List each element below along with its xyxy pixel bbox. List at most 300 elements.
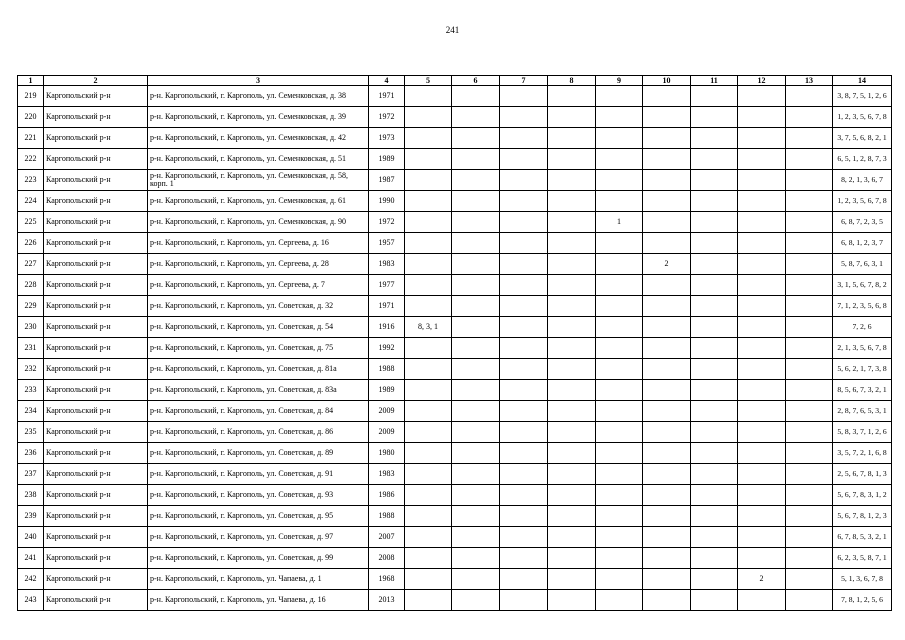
table-row — [18, 464, 892, 485]
col10-cell: 2 — [643, 254, 691, 275]
col11-cell — [691, 149, 738, 170]
col12-cell — [738, 128, 786, 149]
col10-cell — [643, 527, 691, 548]
address-cell: р-н. Каргопольский, г. Каргополь, ул. Семенковская, д. 61 — [148, 191, 369, 212]
col8-cell — [548, 170, 596, 191]
col12-cell: 2 — [738, 569, 786, 590]
col8-cell — [548, 296, 596, 317]
col10-cell — [643, 275, 691, 296]
year-cell: 1973 — [369, 128, 405, 149]
year-cell: 1988 — [369, 506, 405, 527]
col12-cell — [738, 86, 786, 107]
address-cell: р-н. Каргопольский, г. Каргополь, ул. Советская, д. 99 — [148, 548, 369, 569]
col11-cell — [691, 590, 738, 611]
row-number: 239 — [18, 506, 44, 527]
col10-cell — [643, 212, 691, 233]
col13-cell — [786, 212, 833, 233]
col13-cell — [786, 548, 833, 569]
year-cell: 1977 — [369, 275, 405, 296]
table-row — [18, 422, 892, 443]
col10-cell — [643, 191, 691, 212]
district-cell: Каргопольский р-н — [44, 107, 148, 128]
district-cell: Каргопольский р-н — [44, 233, 148, 254]
column-header: 11 — [691, 76, 738, 86]
col6-cell — [452, 254, 500, 275]
col9-cell — [596, 128, 643, 149]
col5-cell — [405, 443, 452, 464]
column-header: 2 — [44, 76, 148, 86]
col7-cell — [500, 527, 548, 548]
table-row — [18, 254, 892, 275]
district-cell: Каргопольский р-н — [44, 464, 148, 485]
table-row — [18, 401, 892, 422]
district-cell: Каргопольский р-н — [44, 86, 148, 107]
col12-cell — [738, 107, 786, 128]
col14-cell: 5, 8, 3, 7, 1, 2, 6 — [833, 422, 892, 443]
col9-cell — [596, 569, 643, 590]
col9-cell — [596, 254, 643, 275]
col9-cell — [596, 296, 643, 317]
address-cell: р-н. Каргопольский, г. Каргополь, ул. Сергеева, д. 28 — [148, 254, 369, 275]
col9-cell — [596, 401, 643, 422]
col12-cell — [738, 338, 786, 359]
col5-cell — [405, 359, 452, 380]
col13-cell — [786, 191, 833, 212]
col7-cell — [500, 464, 548, 485]
col10-cell — [643, 149, 691, 170]
table-row — [18, 485, 892, 506]
table-row — [18, 506, 892, 527]
address-cell: р-н. Каргопольский, г. Каргополь, ул. Семенковская, д. 51 — [148, 149, 369, 170]
year-cell: 1968 — [369, 569, 405, 590]
col11-cell — [691, 86, 738, 107]
col5-cell — [405, 191, 452, 212]
col13-cell — [786, 317, 833, 338]
col5-cell — [405, 296, 452, 317]
col5-cell — [405, 233, 452, 254]
col14-cell: 8, 5, 6, 7, 3, 2, 1 — [833, 380, 892, 401]
district-cell: Каргопольский р-н — [44, 317, 148, 338]
col8-cell — [548, 569, 596, 590]
district-cell: Каргопольский р-н — [44, 296, 148, 317]
row-number: 241 — [18, 548, 44, 569]
district-cell: Каргопольский р-н — [44, 254, 148, 275]
col9-cell — [596, 107, 643, 128]
col14-cell: 2, 5, 6, 7, 8, 1, 3 — [833, 464, 892, 485]
col8-cell — [548, 359, 596, 380]
col11-cell — [691, 107, 738, 128]
row-number: 233 — [18, 380, 44, 401]
col13-cell — [786, 254, 833, 275]
year-cell: 1972 — [369, 212, 405, 233]
col9-cell — [596, 338, 643, 359]
address-cell: р-н. Каргопольский, г. Каргополь, ул. Советская, д. 84 — [148, 401, 369, 422]
year-cell: 1971 — [369, 86, 405, 107]
col12-cell — [738, 548, 786, 569]
address-cell: р-н. Каргопольский, г. Каргополь, ул. Семенковская, д. 38 — [148, 86, 369, 107]
row-number: 238 — [18, 485, 44, 506]
col7-cell — [500, 401, 548, 422]
col10-cell — [643, 107, 691, 128]
col11-cell — [691, 485, 738, 506]
col13-cell — [786, 443, 833, 464]
col6-cell — [452, 422, 500, 443]
col11-cell — [691, 128, 738, 149]
col10-cell — [643, 506, 691, 527]
col11-cell — [691, 464, 738, 485]
col7-cell — [500, 422, 548, 443]
col11-cell — [691, 338, 738, 359]
col11-cell — [691, 170, 738, 191]
year-cell: 2008 — [369, 548, 405, 569]
col14-cell: 7, 8, 1, 2, 5, 6 — [833, 590, 892, 611]
col11-cell — [691, 359, 738, 380]
col14-cell: 6, 7, 8, 5, 3, 2, 1 — [833, 527, 892, 548]
district-cell: Каргопольский р-н — [44, 128, 148, 149]
table-row — [18, 275, 892, 296]
district-cell: Каргопольский р-н — [44, 359, 148, 380]
year-cell: 1989 — [369, 149, 405, 170]
col7-cell — [500, 233, 548, 254]
column-header: 13 — [786, 76, 833, 86]
col14-cell: 5, 6, 2, 1, 7, 3, 8 — [833, 359, 892, 380]
col8-cell — [548, 548, 596, 569]
district-cell: Каргопольский р-н — [44, 569, 148, 590]
col11-cell — [691, 422, 738, 443]
row-number: 231 — [18, 338, 44, 359]
row-number: 219 — [18, 86, 44, 107]
year-cell: 2009 — [369, 422, 405, 443]
col10-cell — [643, 464, 691, 485]
col5-cell — [405, 338, 452, 359]
col13-cell — [786, 464, 833, 485]
col9-cell — [596, 485, 643, 506]
col12-cell — [738, 254, 786, 275]
row-number: 224 — [18, 191, 44, 212]
col12-cell — [738, 317, 786, 338]
col12-cell — [738, 296, 786, 317]
col10-cell — [643, 401, 691, 422]
year-cell: 2009 — [369, 401, 405, 422]
col13-cell — [786, 107, 833, 128]
col7-cell — [500, 443, 548, 464]
col11-cell — [691, 212, 738, 233]
address-cell: р-н. Каргопольский, г. Каргополь, ул. Советская, д. 75 — [148, 338, 369, 359]
year-cell: 1986 — [369, 485, 405, 506]
col6-cell — [452, 170, 500, 191]
col11-cell — [691, 527, 738, 548]
col14-cell: 5, 6, 7, 8, 1, 2, 3 — [833, 506, 892, 527]
col12-cell — [738, 149, 786, 170]
col13-cell — [786, 506, 833, 527]
col6-cell — [452, 527, 500, 548]
col10-cell — [643, 233, 691, 254]
col13-cell — [786, 422, 833, 443]
col8-cell — [548, 254, 596, 275]
column-header: 5 — [405, 76, 452, 86]
col6-cell — [452, 506, 500, 527]
col13-cell — [786, 149, 833, 170]
row-number: 235 — [18, 422, 44, 443]
col12-cell — [738, 590, 786, 611]
col7-cell — [500, 212, 548, 233]
table-row — [18, 233, 892, 254]
table-row — [18, 128, 892, 149]
column-header: 7 — [500, 76, 548, 86]
col14-cell: 3, 7, 5, 6, 8, 2, 1 — [833, 128, 892, 149]
district-cell: Каргопольский р-н — [44, 170, 148, 191]
district-cell: Каргопольский р-н — [44, 380, 148, 401]
row-number: 243 — [18, 590, 44, 611]
column-header: 4 — [369, 76, 405, 86]
col5-cell — [405, 380, 452, 401]
col8-cell — [548, 380, 596, 401]
col13-cell — [786, 170, 833, 191]
col11-cell — [691, 506, 738, 527]
col14-cell: 2, 1, 3, 5, 6, 7, 8 — [833, 338, 892, 359]
col12-cell — [738, 485, 786, 506]
table-row — [18, 212, 892, 233]
col11-cell — [691, 443, 738, 464]
col7-cell — [500, 149, 548, 170]
col10-cell — [643, 590, 691, 611]
address-cell: р-н. Каргопольский, г. Каргополь, ул. Семенковская, д. 39 — [148, 107, 369, 128]
col6-cell — [452, 443, 500, 464]
col6-cell — [452, 548, 500, 569]
col6-cell — [452, 401, 500, 422]
year-cell: 2007 — [369, 527, 405, 548]
col14-cell: 3, 1, 5, 6, 7, 8, 2 — [833, 275, 892, 296]
col8-cell — [548, 317, 596, 338]
col5-cell — [405, 401, 452, 422]
address-cell: р-н. Каргопольский, г. Каргополь, ул. Советская, д. 54 — [148, 317, 369, 338]
col8-cell — [548, 401, 596, 422]
row-number: 226 — [18, 233, 44, 254]
col14-cell: 5, 8, 7, 6, 3, 1 — [833, 254, 892, 275]
year-cell: 1989 — [369, 380, 405, 401]
district-cell: Каргопольский р-н — [44, 191, 148, 212]
row-number: 240 — [18, 527, 44, 548]
col8-cell — [548, 149, 596, 170]
row-number: 228 — [18, 275, 44, 296]
col9-cell — [596, 548, 643, 569]
col14-cell: 5, 1, 3, 6, 7, 8 — [833, 569, 892, 590]
col10-cell — [643, 317, 691, 338]
col7-cell — [500, 506, 548, 527]
row-number: 225 — [18, 212, 44, 233]
col7-cell — [500, 191, 548, 212]
col7-cell — [500, 569, 548, 590]
col11-cell — [691, 380, 738, 401]
year-cell: 1972 — [369, 107, 405, 128]
district-cell: Каргопольский р-н — [44, 443, 148, 464]
col14-cell: 6, 2, 3, 5, 8, 7, 1 — [833, 548, 892, 569]
col5-cell — [405, 527, 452, 548]
year-cell: 1992 — [369, 338, 405, 359]
col7-cell — [500, 359, 548, 380]
col14-cell: 2, 8, 7, 6, 5, 3, 1 — [833, 401, 892, 422]
district-cell: Каргопольский р-н — [44, 548, 148, 569]
address-cell: р-н. Каргопольский, г. Каргополь, ул. Сергеева, д. 7 — [148, 275, 369, 296]
table-row — [18, 359, 892, 380]
col9-cell — [596, 149, 643, 170]
col8-cell — [548, 506, 596, 527]
col5-cell — [405, 254, 452, 275]
col5-cell — [405, 485, 452, 506]
district-cell: Каргопольский р-н — [44, 485, 148, 506]
address-cell: р-н. Каргопольский, г. Каргополь, ул. Советская, д. 97 — [148, 527, 369, 548]
col5-cell — [405, 569, 452, 590]
col11-cell — [691, 296, 738, 317]
col14-cell: 6, 8, 7, 2, 3, 5 — [833, 212, 892, 233]
col9-cell — [596, 86, 643, 107]
col9-cell — [596, 422, 643, 443]
year-cell: 1987 — [369, 170, 405, 191]
col10-cell — [643, 485, 691, 506]
col14-cell: 7, 2, 6 — [833, 317, 892, 338]
table-row — [18, 191, 892, 212]
col5-cell: 8, 3, 1 — [405, 317, 452, 338]
col13-cell — [786, 569, 833, 590]
table-row — [18, 86, 892, 107]
col12-cell — [738, 422, 786, 443]
col8-cell — [548, 128, 596, 149]
col5-cell — [405, 86, 452, 107]
col10-cell — [643, 338, 691, 359]
col7-cell — [500, 275, 548, 296]
col9-cell — [596, 590, 643, 611]
col7-cell — [500, 128, 548, 149]
column-header: 3 — [148, 76, 369, 86]
col13-cell — [786, 338, 833, 359]
row-number: 227 — [18, 254, 44, 275]
address-cell: р-н. Каргопольский, г. Каргополь, ул. Советская, д. 86 — [148, 422, 369, 443]
table-row — [18, 569, 892, 590]
col11-cell — [691, 191, 738, 212]
col5-cell — [405, 275, 452, 296]
col7-cell — [500, 254, 548, 275]
district-cell: Каргопольский р-н — [44, 527, 148, 548]
table-row — [18, 107, 892, 128]
district-cell: Каргопольский р-н — [44, 590, 148, 611]
district-cell: Каргопольский р-н — [44, 401, 148, 422]
address-cell: р-н. Каргопольский, г. Каргополь, ул. Семенковская, д. 58, корп. 1 — [148, 170, 369, 191]
col6-cell — [452, 464, 500, 485]
col8-cell — [548, 338, 596, 359]
col11-cell — [691, 317, 738, 338]
col7-cell — [500, 170, 548, 191]
table-row — [18, 380, 892, 401]
table-row — [18, 548, 892, 569]
column-header: 6 — [452, 76, 500, 86]
row-number: 236 — [18, 443, 44, 464]
col6-cell — [452, 569, 500, 590]
col12-cell — [738, 233, 786, 254]
column-header: 10 — [643, 76, 691, 86]
row-number: 229 — [18, 296, 44, 317]
col11-cell — [691, 275, 738, 296]
address-cell: р-н. Каргопольский, г. Каргополь, ул. Советская, д. 91 — [148, 464, 369, 485]
table-body — [18, 86, 892, 611]
col8-cell — [548, 212, 596, 233]
district-cell: Каргопольский р-н — [44, 422, 148, 443]
col9-cell — [596, 233, 643, 254]
address-cell: р-н. Каргопольский, г. Каргополь, ул. Советская, д. 93 — [148, 485, 369, 506]
table-row — [18, 296, 892, 317]
year-cell: 1971 — [369, 296, 405, 317]
col8-cell — [548, 107, 596, 128]
col5-cell — [405, 212, 452, 233]
col7-cell — [500, 590, 548, 611]
row-number: 234 — [18, 401, 44, 422]
col5-cell — [405, 590, 452, 611]
col14-cell: 7, 1, 2, 3, 5, 6, 8 — [833, 296, 892, 317]
col13-cell — [786, 296, 833, 317]
col8-cell — [548, 464, 596, 485]
district-cell: Каргопольский р-н — [44, 275, 148, 296]
column-header: 9 — [596, 76, 643, 86]
col13-cell — [786, 380, 833, 401]
col13-cell — [786, 275, 833, 296]
col6-cell — [452, 590, 500, 611]
col13-cell — [786, 485, 833, 506]
col12-cell — [738, 359, 786, 380]
address-cell: р-н. Каргопольский, г. Каргополь, ул. Советская, д. 81а — [148, 359, 369, 380]
col10-cell — [643, 380, 691, 401]
col11-cell — [691, 233, 738, 254]
row-number: 223 — [18, 170, 44, 191]
table-row — [18, 443, 892, 464]
col12-cell — [738, 506, 786, 527]
col12-cell — [738, 380, 786, 401]
row-number: 222 — [18, 149, 44, 170]
district-cell: Каргопольский р-н — [44, 506, 148, 527]
col10-cell — [643, 359, 691, 380]
col9-cell — [596, 464, 643, 485]
col8-cell — [548, 422, 596, 443]
address-cell: р-н. Каргопольский, г. Каргополь, ул. Семенковская, д. 42 — [148, 128, 369, 149]
col7-cell — [500, 317, 548, 338]
col14-cell: 3, 5, 7, 2, 1, 6, 8 — [833, 443, 892, 464]
col10-cell — [643, 422, 691, 443]
col6-cell — [452, 233, 500, 254]
col5-cell — [405, 506, 452, 527]
col5-cell — [405, 170, 452, 191]
col9-cell — [596, 170, 643, 191]
table-row — [18, 338, 892, 359]
col11-cell — [691, 254, 738, 275]
table-row — [18, 527, 892, 548]
address-cell: р-н. Каргопольский, г. Каргополь, ул. Советская, д. 32 — [148, 296, 369, 317]
col6-cell — [452, 212, 500, 233]
row-number: 220 — [18, 107, 44, 128]
address-cell: р-н. Каргопольский, г. Каргополь, ул. Чапаева, д. 1 — [148, 569, 369, 590]
col7-cell — [500, 338, 548, 359]
table-row — [18, 149, 892, 170]
col5-cell — [405, 149, 452, 170]
col12-cell — [738, 464, 786, 485]
col7-cell — [500, 485, 548, 506]
col5-cell — [405, 128, 452, 149]
col7-cell — [500, 380, 548, 401]
col12-cell — [738, 527, 786, 548]
district-cell: Каргопольский р-н — [44, 338, 148, 359]
col9-cell — [596, 527, 643, 548]
col14-cell: 1, 2, 3, 5, 6, 7, 8 — [833, 107, 892, 128]
row-number: 232 — [18, 359, 44, 380]
col13-cell — [786, 590, 833, 611]
col9-cell — [596, 317, 643, 338]
